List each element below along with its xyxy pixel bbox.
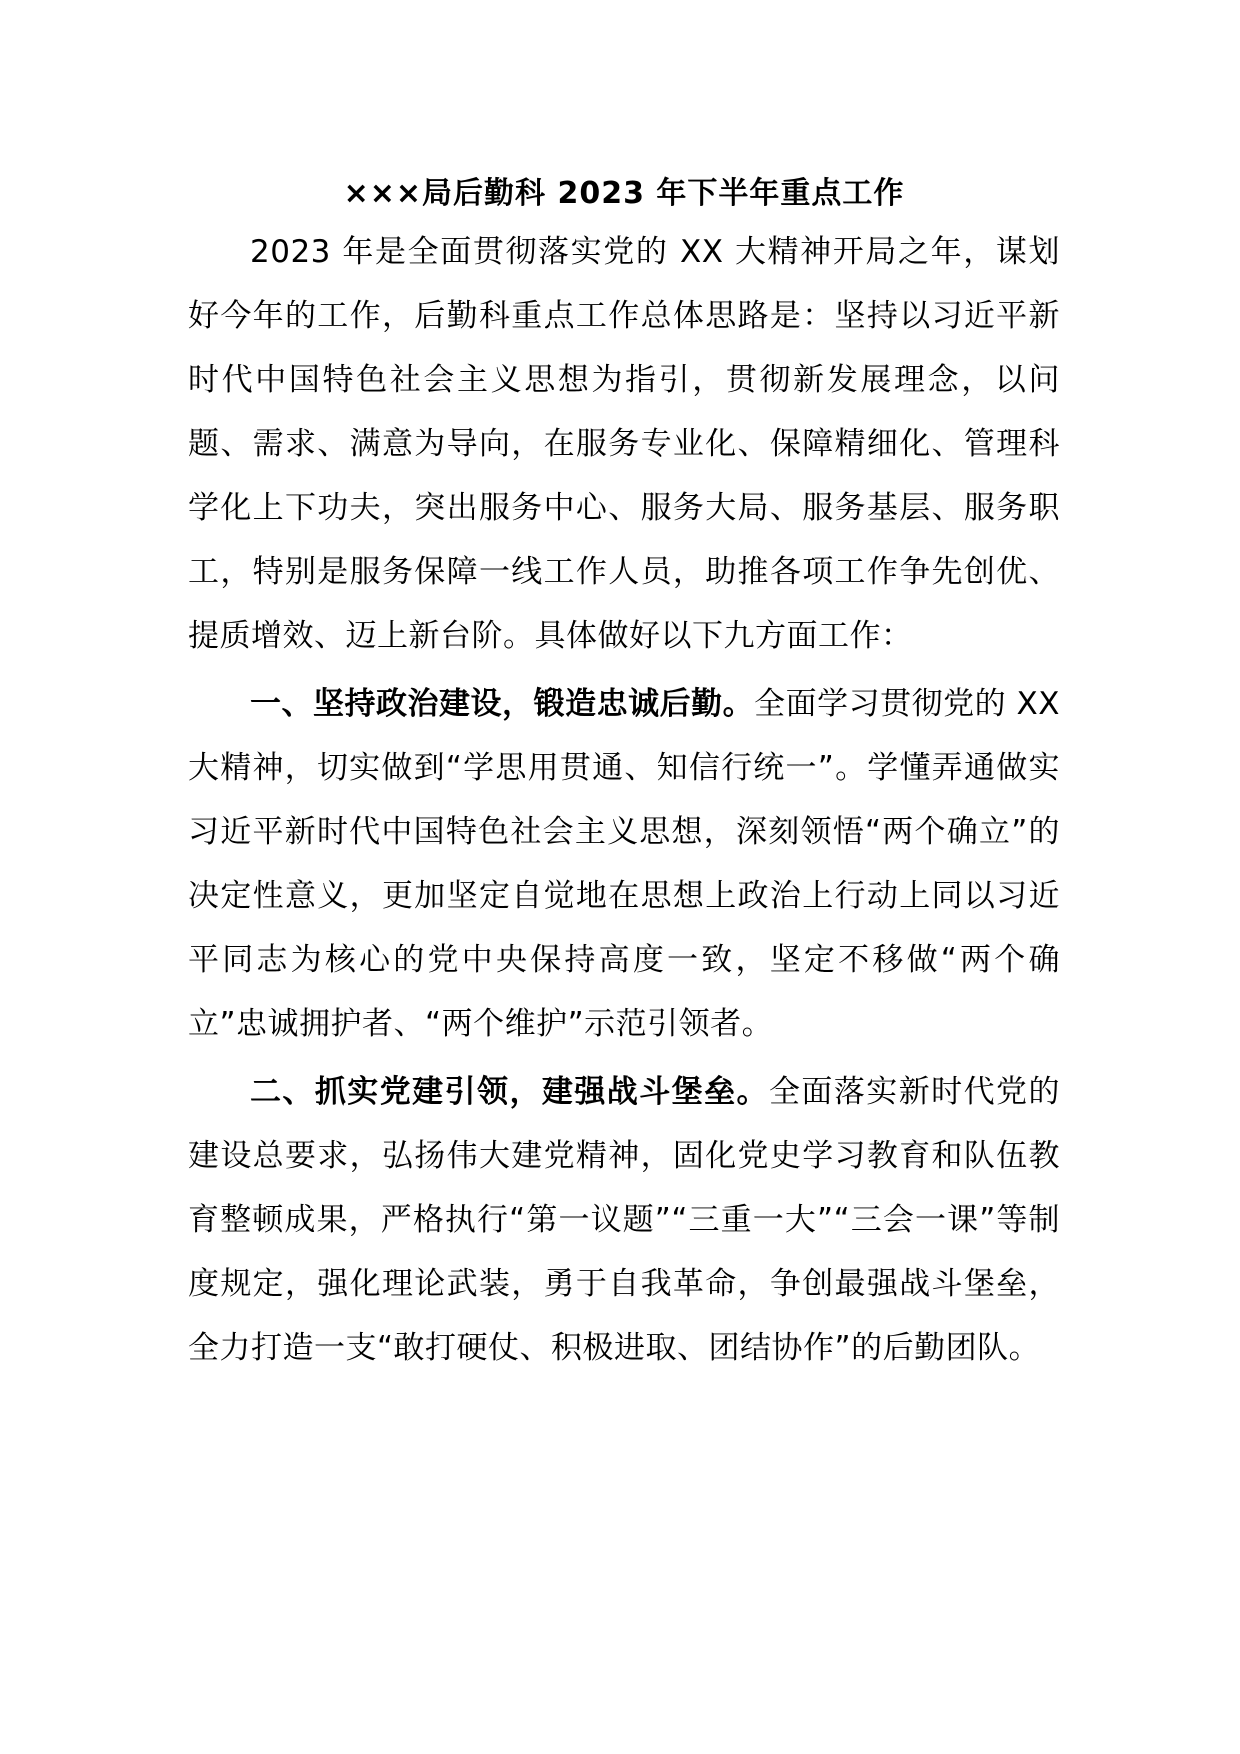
section-heading-2: 二、抓实党建引领，建强战斗堡垒。 <box>250 1074 769 1110</box>
section-body-2: 全面落实新时代党的建设总要求，弘扬伟大建党精神，固化党史学习教育和队伍教育整顿成果，严格执行“第一议题”“三重一大”“三会一课”等制度规定，强化理论武装，勇于自我革命，争创最强战斗堡垒，全力打造一支“敢打硬仗、积极进取、团结协作”的后勤团队。 <box>188 1074 1060 1366</box>
intro-paragraph: 2023 年是全面贯彻落实党的 XX 大精神开局之年，谋划好今年的工作，后勤科重点工作总体思路是：坚持以习近平新时代中国特色社会主义思想为指引，贯彻新发展理念，以问题、需求、满意为导向，在服务专业化、保障精细化、管理科学化上下功夫，突出服务中心、服务大局、服务基层、服务职工，特别是服务保障一线工作人员，助推各项工作争先创优、提质增效、迈上新台阶。具体做好以下九方面工作： <box>188 234 1060 654</box>
section-paragraph-2 <box>188 1060 1060 1380</box>
document-title: ×××局后勤科 2023 年下半年重点工作 <box>343 176 905 211</box>
section-body-1: 全面学习贯彻党的 XX 大精神，切实做到“学思用贯通、知信行统一”。学懂弄通做实习近平新时代中国特色社会主义思想，深刻领悟“两个确立”的决定性意义，更加坚定自觉地在思想上政治上行动上同以习近平同志为核心的党中央保持高度一致，坚定不移做“两个确立”忠诚拥护者、“两个维护”示范引领者。 <box>188 686 1060 1042</box>
document-page <box>188 168 1060 1380</box>
section-paragraph-1 <box>188 672 1060 1056</box>
section-heading-1: 一、坚持政治建设，锻造忠诚后勤。 <box>250 686 755 722</box>
